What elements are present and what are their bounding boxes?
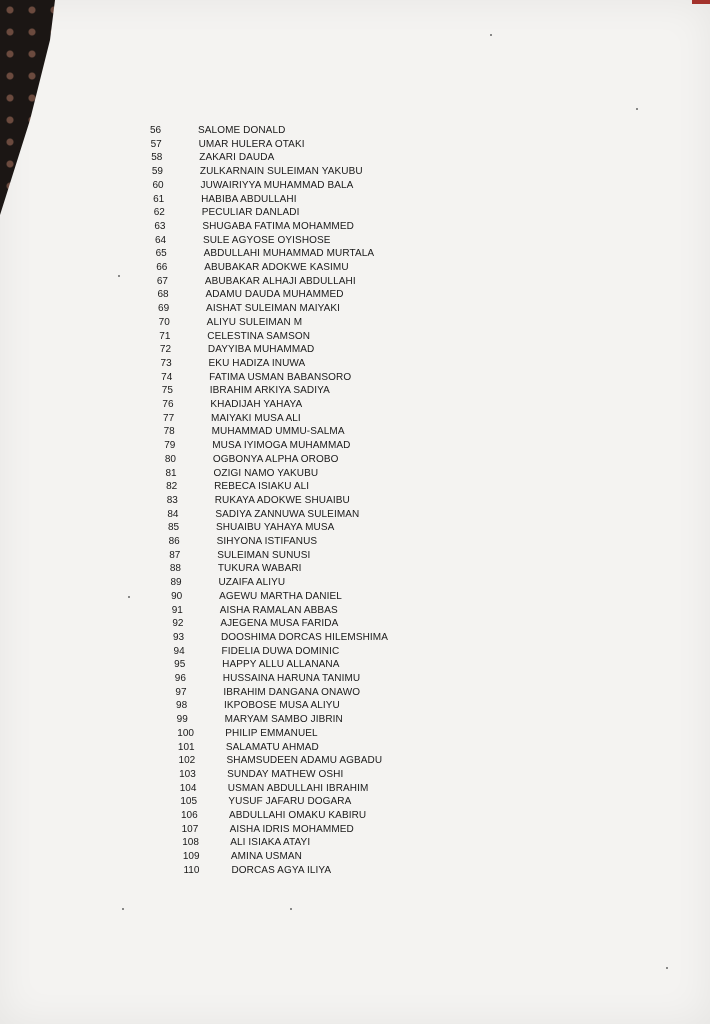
entry-number: 74	[161, 371, 173, 383]
entry-name: SUNDAY MATHEW OSHI	[227, 768, 344, 780]
entry-name: AISHAT SULEIMAN MAIYAKI	[206, 303, 341, 315]
entry-number: 107	[181, 823, 199, 835]
entry-name: MUHAMMAD UMMU-SALMA	[211, 426, 345, 438]
entry-number: 78	[163, 426, 175, 438]
entry-name: AISHA IDRIS MOHAMMED	[229, 823, 354, 835]
entry-number: 81	[165, 467, 177, 479]
entry-name: AGEWU MARTHA DANIEL	[219, 590, 342, 602]
entry-name: ABDULLAHI OMAKU KABIRU	[229, 810, 367, 821]
entry-name: IBRAHIM DANGANA ONAWO	[223, 686, 361, 698]
entry-number: 65	[155, 248, 167, 260]
entry-name: RUKAYA ADOKWE SHUAIBU	[214, 494, 350, 506]
entry-number: 66	[156, 262, 168, 273]
entry-number: 70	[158, 316, 170, 328]
entry-number: 60	[152, 179, 164, 191]
entry-number: 56	[150, 125, 162, 136]
entry-name: REBECA ISIAKU ALI	[214, 481, 310, 493]
entry-number: 88	[169, 563, 181, 575]
entry-number: 84	[167, 508, 179, 520]
entry-number: 108	[182, 837, 199, 849]
entry-number: 93	[172, 631, 185, 643]
entry-number: 72	[159, 344, 172, 356]
entry-name: UMAR HULERA OTAKI	[198, 138, 305, 150]
entry-number: 73	[160, 357, 172, 369]
entry-name: OZIGI NAMO YAKUBU	[213, 467, 319, 479]
speck	[490, 34, 492, 36]
entry-number: 104	[179, 782, 197, 794]
entry-number: 77	[163, 412, 175, 424]
entry-number: 58	[151, 152, 163, 164]
entry-name: DOOSHIMA DORCAS HILEMSHIMA	[220, 631, 389, 643]
entry-number: 96	[174, 673, 186, 684]
entry-name: HUSSAINA HARUNA TANIMU	[222, 673, 361, 684]
entry-number: 62	[153, 207, 165, 219]
entry-name: KHADIJAH YAHAYA	[210, 399, 303, 410]
entry-number: 110	[183, 864, 200, 876]
entry-name: SADIYA ZANNUWA SULEIMAN	[215, 508, 360, 520]
speck	[666, 967, 668, 969]
entry-number: 86	[168, 536, 180, 547]
entry-name: ADAMU DAUDA MUHAMMED	[205, 289, 344, 301]
speck	[128, 596, 130, 598]
entry-number: 101	[177, 741, 195, 753]
entry-name: YUSUF JAFARU DOGARA	[228, 796, 352, 808]
entry-name: EKU HADIZA INUWA	[208, 357, 306, 369]
entry-number: 71	[159, 330, 171, 342]
entry-name: JUWAIRIYYA MUHAMMAD BALA	[200, 179, 354, 191]
speck	[118, 275, 120, 277]
entry-name: ZAKARI DAUDA	[199, 152, 275, 164]
entry-name: SALOME DONALD	[198, 125, 286, 136]
entry-name: ZULKARNAIN SULEIMAN YAKUBU	[199, 166, 363, 178]
entry-name: PECULIAR DANLADI	[201, 207, 300, 219]
entry-name: PHILIP EMMANUEL	[225, 727, 318, 739]
entry-name: SULEIMAN SUNUSI	[217, 549, 311, 561]
entry-number: 80	[164, 453, 176, 465]
entry-name: SHUGABA FATIMA MOHAMMED	[202, 220, 354, 232]
entry-number: 69	[158, 303, 170, 315]
entry-number: 83	[166, 494, 178, 506]
entry-name: CELESTINA SAMSON	[207, 330, 311, 342]
entry-number: 103	[179, 768, 196, 780]
entry-name: MUSA IYIMOGA MUHAMMAD	[212, 440, 351, 452]
entry-name: ABDULLAHI MUHAMMAD MURTALA	[203, 248, 375, 260]
entry-name: OGBONYA ALPHA OROBO	[212, 453, 339, 465]
entry-name: SULE AGYOSE OYISHOSE	[202, 234, 331, 246]
entry-name: TUKURA WABARI	[217, 563, 302, 575]
entry-number: 79	[164, 440, 176, 452]
entry-number: 82	[166, 481, 178, 493]
entry-number: 75	[161, 385, 173, 397]
entry-name: ALI ISIAKA ATAYI	[230, 837, 311, 849]
entry-name: DORCAS AGYA ILIYA	[231, 864, 332, 876]
entry-number: 91	[171, 604, 183, 616]
entry-name: HABIBA ABDULLAHI	[201, 193, 297, 205]
speck	[636, 108, 638, 110]
entry-name: UZAIFA ALIYU	[218, 577, 286, 589]
entry-name: ABUBAKAR ALHAJI ABDULLAHI	[204, 275, 356, 287]
entry-number: 109	[182, 851, 200, 863]
entry-name: USMAN ABDULLAHI IBRAHIM	[227, 782, 369, 794]
entry-name: IBRAHIM ARKIYA SADIYA	[209, 385, 330, 397]
entry-number: 98	[176, 700, 188, 712]
entry-number: 97	[175, 686, 187, 698]
entry-number: 87	[169, 549, 181, 561]
entry-number: 61	[153, 193, 165, 205]
entry-name: FIDELIA DUWA DOMINIC	[221, 645, 340, 657]
speck	[290, 908, 292, 910]
speck	[122, 908, 124, 910]
entry-number: 102	[178, 755, 196, 767]
entry-number: 89	[170, 577, 182, 589]
entry-name: SIHYONA ISTIFANUS	[216, 536, 318, 547]
entry-name: DAYYIBA MUHAMMAD	[207, 344, 315, 356]
entry-number: 94	[173, 645, 185, 657]
entry-number: 106	[181, 810, 198, 821]
entry-number: 59	[151, 166, 163, 178]
entry-number: 57	[150, 138, 162, 150]
entry-number: 95	[174, 659, 186, 671]
entry-name: FATIMA USMAN BABANSORO	[209, 371, 352, 383]
entry-name: SALAMATU AHMAD	[225, 741, 319, 753]
entry-name: SHAMSUDEEN ADAMU AGBADU	[226, 755, 383, 767]
entry-name: HAPPY ALLU ALLANANA	[222, 659, 340, 671]
entry-number: 76	[162, 399, 174, 410]
entry-number: 64	[154, 234, 167, 246]
entry-number: 63	[154, 220, 166, 232]
entry-name: MARYAM SAMBO JIBRIN	[224, 714, 343, 726]
entry-name: SHUAIBU YAHAYA MUSA	[215, 522, 335, 534]
entry-number: 92	[172, 618, 184, 630]
entry-name: AMINA USMAN	[230, 851, 302, 863]
entry-number: 90	[171, 590, 183, 602]
corner-mark	[692, 0, 710, 4]
entry-number: 67	[156, 275, 168, 287]
entry-number: 100	[177, 727, 194, 739]
entry-name: IKPOBOSE MUSA ALIYU	[224, 700, 340, 712]
entry-name: AJEGENA MUSA FARIDA	[220, 618, 339, 630]
entry-name: ALIYU SULEIMAN M	[206, 316, 303, 328]
entry-number: 105	[180, 796, 198, 808]
entry-number: 68	[157, 289, 169, 301]
entry-number: 85	[167, 522, 180, 534]
entry-number: 99	[176, 714, 188, 726]
entry-name: AISHA RAMALAN ABBAS	[219, 604, 338, 616]
entry-name: ABUBAKAR ADOKWE KASIMU	[204, 262, 349, 273]
entry-name: MAIYAKI MUSA ALI	[211, 412, 301, 424]
